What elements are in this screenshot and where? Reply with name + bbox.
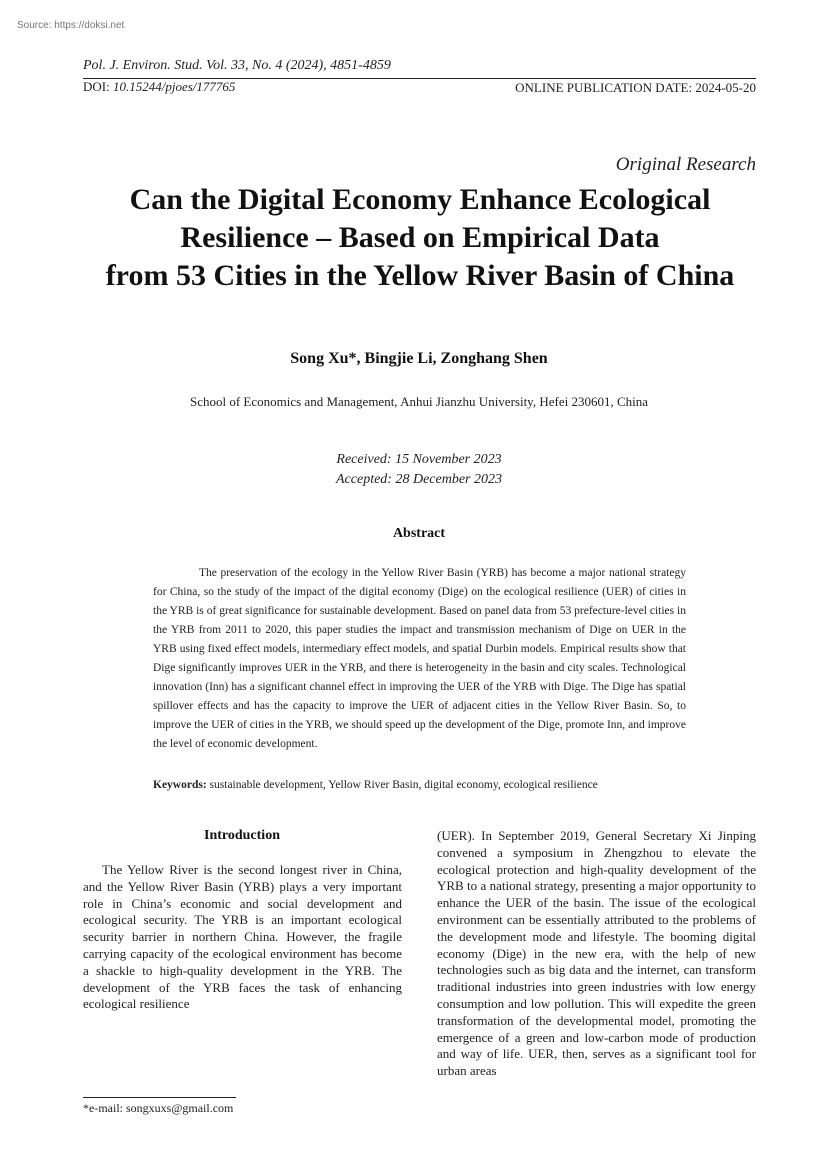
source-watermark: Source: https://doksi.net (17, 20, 125, 31)
title-line: Can the Digital Economy Enhance Ecological (129, 183, 711, 216)
article-type: Original Research (615, 154, 756, 175)
accepted-date: Accepted: 28 December 2023 (336, 472, 502, 487)
title-line: from 53 Cities in the Yellow River Basin of China (105, 259, 735, 292)
corresponding-email-footnote: *e-mail: songxuxs@gmail.com (83, 1101, 234, 1115)
keywords (153, 779, 693, 791)
authors: Song Xu*, Bingjie Li, Zonghang Shen (290, 350, 548, 367)
introduction-heading: Introduction (204, 828, 280, 843)
doi-label: DOI: (83, 79, 113, 94)
journal-citation: Pol. J. Environ. Stud. Vol. 33, No. 4 (2024), 4851-4859 (83, 58, 391, 73)
affiliation: School of Economics and Management, Anhui Jianzhu University, Hefei 230601, China (189, 394, 649, 409)
keywords-label: Keywords: (153, 779, 207, 791)
introduction-column-1: The Yellow River is the second longest river in China, and the Yellow River Basin (YRB) plays a very important role in China’s economic and social development and ecological security. The YRB is an important ecological security barrier in northern China. However, the fragile carrying capacity of the ecological environment has become a shackle to high-quality development in the YRB. The development of the YRB faces the task of enhancing ecological resilience (83, 862, 402, 1012)
introduction-column-2: (UER). In September 2019, General Secretary Xi Jinping convened a symposium in Zhengzhou to elevate the ecological protection and high-quality development of the YRB to a national strategy, presenting a major opportunity to enhance the UER of the basin. The issue of the ecological environment can be essentially attributed to the problems of the development mode and lifestyle. The booming digital economy (Dige) in the new era, with the help of new technologies such as big data and the internet, can transform traditional industries into green industries with low energy consumption and low pollution. This will expedite the green transformation of the developmental model, promoting the emergence of a green and low-carbon mode of production and way of life. UER, then, serves as a significant tool for urban areas (437, 828, 756, 1079)
paper-title (60, 181, 780, 295)
doi-value[interactable]: 10.15244/pjoes/177765 (112, 79, 236, 94)
title-line: Resilience – Based on Empirical Data (180, 221, 660, 254)
keywords-text: sustainable development, Yellow River Basin, digital economy, ecological resilience (206, 779, 598, 791)
doi-line (83, 79, 235, 95)
publication-date: ONLINE PUBLICATION DATE: 2024-05-20 (515, 80, 756, 95)
abstract-heading: Abstract (392, 526, 446, 541)
received-accepted-dates (0, 450, 827, 490)
footnote-divider (83, 1097, 236, 1098)
abstract-text: The preservation of the ecology in the Yellow River Basin (YRB) has become a major national strategy for China, so the study of the impact of the digital economy (Dige) on the ecological resilience (UER) of cities in the YRB is of great significance for sustainable development. Based on panel data from 53 prefecture-level cities in the YRB from 2011 to 2020, this paper studies the impact and transmission mechanism of Dige on UER in the YRB using fixed effect models, intermediary effect models, and spatial Durbin models. Empirical results show that Dige significantly improves UER in the YRB, and there is heterogeneity in the basin and city scales. Technological innovation (Inn) has a significant channel effect in improving the UER of the YRB with Dige. The Dige has spatial spillover effects and has the capacity to improve the UER of adjacent cities in the Yellow River Basin. So, to improve the UER of cities in the YRB, we should speed up the development of the Dige, promote Inn, and improve the level of economic development. (153, 567, 686, 750)
received-date: Received: 15 November 2023 (336, 452, 502, 467)
